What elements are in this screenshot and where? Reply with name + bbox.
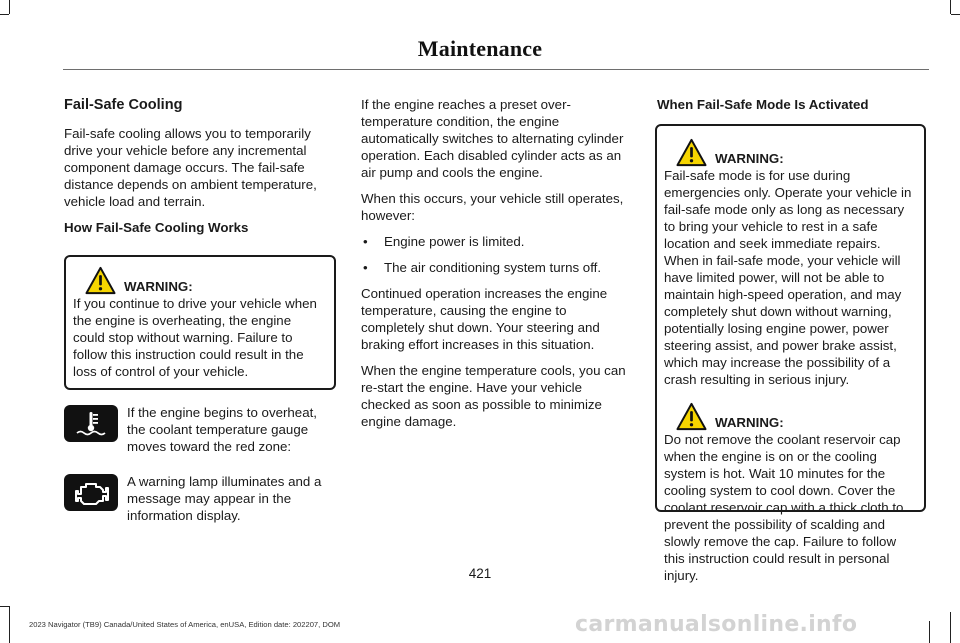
paragraph: If the engine reaches a preset over-temperature condition, the engine automatically switches to alternating cylinder operation. Each disabled cylinder acts as an air pump and cools the engine. [361, 97, 624, 180]
column-1 [64, 96, 336, 542]
warning-triangle-icon [85, 266, 116, 295]
warning-text: Do not remove the coolant reservoir cap when the engine is on or the cooling system is hot. Wait 10 minutes for the cooling system to cool down. Cover the coolant reservoir cap with a thick cloth to prevent the possibility of scalding and slowly remove the cap. Failure to follow this instruction could result in personal injury. [664, 432, 904, 583]
subsection-heading: How Fail-Safe Cooling Works [64, 220, 249, 235]
page-title: Maintenance [417, 36, 543, 61]
intro-paragraph: Fail-safe cooling allows you to temporarily drive your vehicle before any incremental component damage occurs. The fail-safe distance depends on ambient temperature, vehicle load and terrain. [64, 126, 317, 209]
crop-mark [9, 0, 10, 14]
list-item: • The air conditioning system turns off. [361, 259, 633, 276]
crop-mark [9, 606, 10, 643]
warning-label: WARNING: [124, 279, 193, 294]
paragraph: When this occurs, your vehicle still operates, however: [361, 191, 624, 223]
crop-mark [950, 612, 951, 643]
paragraph: Continued operation increases the engine temperature, causing the engine to completely shut down. Your steering and braking effort increases in this situation. [361, 286, 608, 352]
section-heading: Fail-Safe Cooling [64, 97, 183, 113]
coolant-temperature-icon [64, 405, 118, 442]
page-number: 421 [468, 566, 492, 581]
warning-box [657, 402, 925, 592]
warning-text: If you continue to drive your vehicle when the engine is overheating, the engine could stop without warning. Failure to follow this instruction could result in the loss of control of your vehicle. [73, 296, 317, 379]
crop-mark [929, 621, 930, 643]
warning-box [64, 255, 336, 390]
crop-mark [951, 14, 960, 15]
icon-row [64, 473, 336, 524]
bullet-list [361, 233, 633, 276]
warning-triangle-icon [676, 138, 707, 167]
warning-text: Fail-safe mode is for use during emergencies only. Operate your vehicle in fail-safe mode only as long as necessary to bring your vehicle to rest in a safe location and seek immediate repairs. When in fail-safe mode, your vehicle will have limited power, will not be able to maintain high-speed operation, and may completely shut down without warning, potentially losing engine power, power steering assist, and power brake assist, which may increase the possibility of a crash resulting in serious injury. [664, 168, 912, 387]
warning-box [657, 129, 925, 396]
warning-label: WARNING: [715, 151, 784, 166]
list-item: • Engine power is limited. [361, 233, 633, 250]
warning-triangle-icon [676, 402, 707, 431]
icon-description: If the engine begins to overheat, the coolant temperature gauge moves toward the red zone: [127, 405, 317, 454]
crop-mark [0, 14, 9, 15]
watermark: carmanualsonline.info [575, 612, 858, 637]
column-3 [657, 96, 925, 604]
section-heading: When Fail-Safe Mode Is Activated [657, 97, 869, 112]
check-engine-icon [64, 474, 118, 511]
header-divider [63, 69, 929, 70]
footer-edition: 2023 Navigator (TB9) Canada/United States of America, enUSA, Edition date: 202207, DOM [29, 620, 341, 629]
paragraph: When the engine temperature cools, you can re-start the engine. Have your vehicle checked as soon as possible to minimize engine damage. [361, 363, 626, 429]
icon-description: A warning lamp illuminates and a message may appear in the information display. [127, 474, 322, 523]
column-2 [361, 96, 633, 439]
icon-row [64, 404, 336, 455]
warning-label: WARNING: [715, 415, 784, 430]
crop-mark [0, 606, 9, 607]
crop-mark [950, 0, 951, 14]
